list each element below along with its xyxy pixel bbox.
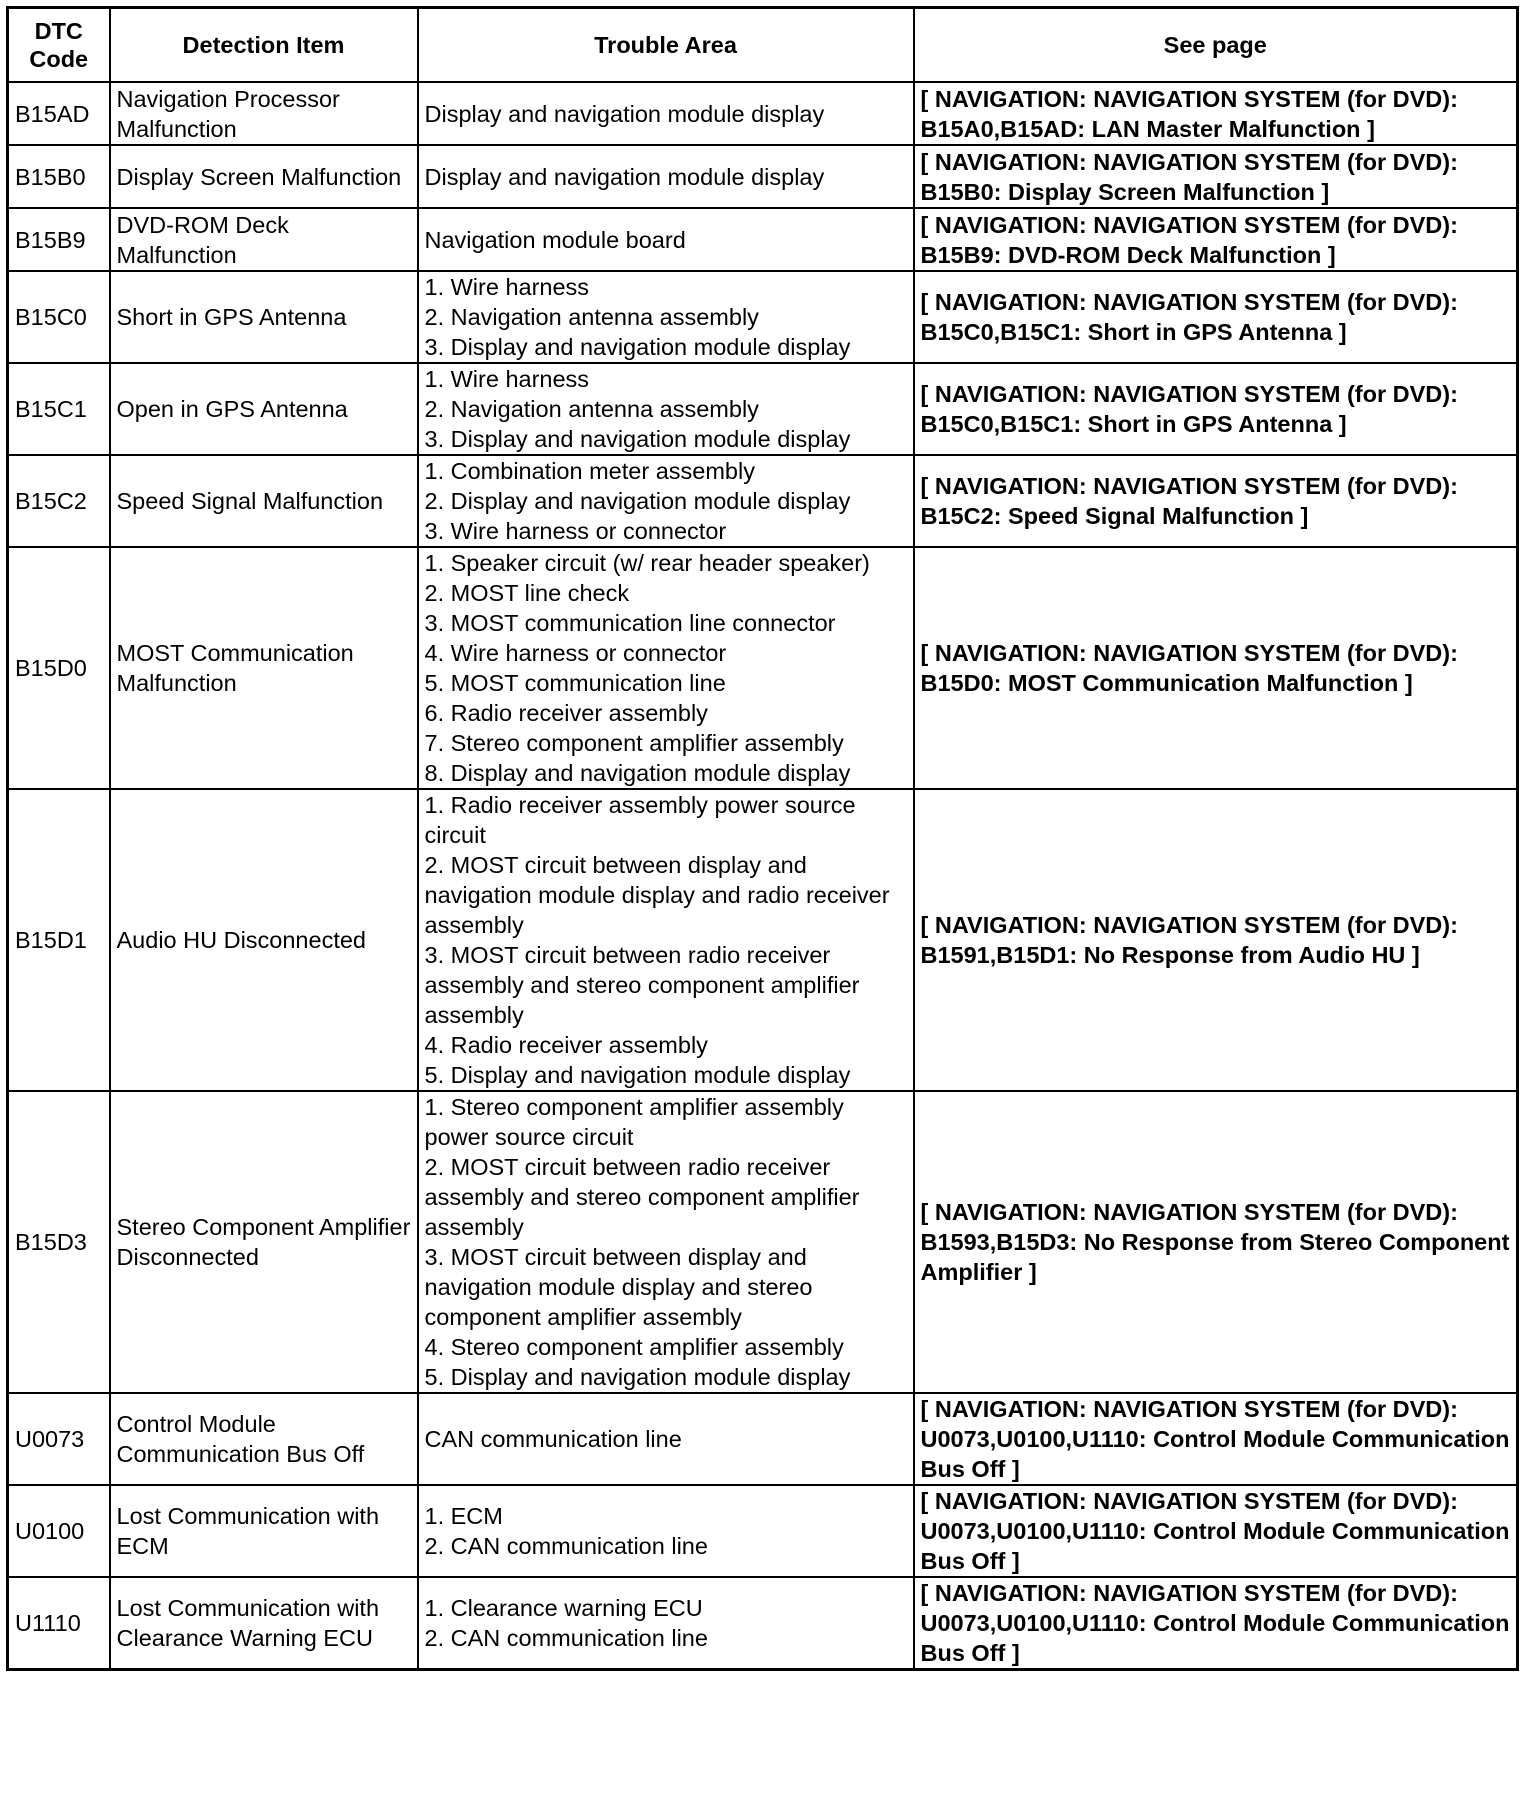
trouble-area-cell (418, 145, 914, 208)
trouble-area-item: 5. Display and navigation module display (424, 1062, 851, 1088)
trouble-area-item: 3. Display and navigation module display (424, 334, 851, 360)
trouble-area-item: CAN communication line (424, 1426, 682, 1452)
table-row (8, 1485, 1518, 1577)
trouble-area-cell (418, 208, 914, 271)
table-row (8, 1393, 1518, 1485)
dtc-code-cell: B15B9 (8, 208, 110, 271)
trouble-area-cell (418, 1577, 914, 1670)
detection-item-cell: Audio HU Disconnected (110, 789, 418, 1091)
dtc-code-cell: B15AD (8, 82, 110, 145)
see-page-link[interactable]: [ NAVIGATION: NAVIGATION SYSTEM (for DVD): U0073,U0100,U1110: Control Module Communication Bus Off ] (914, 1577, 1518, 1670)
dtc-code-cell: U0100 (8, 1485, 110, 1577)
trouble-area-cell (418, 271, 914, 363)
trouble-area-cell (418, 455, 914, 547)
table-body (8, 82, 1518, 1670)
table-row (8, 789, 1518, 1091)
dtc-code-cell: U1110 (8, 1577, 110, 1670)
see-page-link[interactable]: [ NAVIGATION: NAVIGATION SYSTEM (for DVD): B15B0: Display Screen Malfunction ] (914, 145, 1518, 208)
trouble-area-cell (418, 82, 914, 145)
header-detection-item: Detection Item (110, 8, 418, 83)
dtc-code-cell: B15C2 (8, 455, 110, 547)
trouble-area-item: 1. Speaker circuit (w/ rear header speaker) (424, 550, 870, 576)
see-page-link[interactable]: [ NAVIGATION: NAVIGATION SYSTEM (for DVD): B15D0: MOST Communication Malfunction ] (914, 547, 1518, 789)
header-trouble-area: Trouble Area (418, 8, 914, 83)
dtc-code-cell: B15C0 (8, 271, 110, 363)
trouble-area-item: 4. Wire harness or connector (424, 640, 727, 666)
table-row (8, 455, 1518, 547)
trouble-area-item: 8. Display and navigation module display (424, 760, 851, 786)
dtc-code-cell: B15D1 (8, 789, 110, 1091)
trouble-area-cell (418, 789, 914, 1091)
table-row (8, 1577, 1518, 1670)
trouble-area-item: 1. Combination meter assembly (424, 458, 755, 484)
header-row (8, 8, 1518, 83)
see-page-link[interactable]: [ NAVIGATION: NAVIGATION SYSTEM (for DVD): B15C0,B15C1: Short in GPS Antenna ] (914, 271, 1518, 363)
table-row (8, 271, 1518, 363)
trouble-area-item: 2. MOST line check (424, 580, 630, 606)
see-page-link[interactable]: [ NAVIGATION: NAVIGATION SYSTEM (for DVD): B15C2: Speed Signal Malfunction ] (914, 455, 1518, 547)
table-row (8, 363, 1518, 455)
dtc-table-container (6, 6, 1516, 1671)
trouble-area-cell (418, 1485, 914, 1577)
detection-item-cell: Short in GPS Antenna (110, 271, 418, 363)
detection-item-cell: Display Screen Malfunction (110, 145, 418, 208)
trouble-area-item: 2. CAN communication line (424, 1533, 708, 1559)
trouble-area-item: Display and navigation module display (424, 163, 825, 190)
trouble-area-item: 3. MOST circuit between display and navigation module display and stereo component amplifier assembly (424, 1244, 813, 1330)
trouble-area-item: 1. ECM (424, 1503, 503, 1529)
trouble-area-item: 5. MOST communication line (424, 670, 726, 696)
detection-item-cell: Control Module Communication Bus Off (110, 1393, 418, 1485)
table-row (8, 82, 1518, 145)
trouble-area-item: 1. Wire harness (424, 274, 590, 300)
see-page-link[interactable]: [ NAVIGATION: NAVIGATION SYSTEM (for DVD): U0073,U0100,U1110: Control Module Communication Bus Off ] (914, 1393, 1518, 1485)
trouble-area-cell (418, 363, 914, 455)
see-page-link[interactable]: [ NAVIGATION: NAVIGATION SYSTEM (for DVD): B1593,B15D3: No Response from Stereo Component Amplifier ] (914, 1091, 1518, 1393)
trouble-area-item: 1. Wire harness (424, 366, 590, 392)
see-page-link[interactable]: [ NAVIGATION: NAVIGATION SYSTEM (for DVD): U0073,U0100,U1110: Control Module Communication Bus Off ] (914, 1485, 1518, 1577)
detection-item-cell: Speed Signal Malfunction (110, 455, 418, 547)
trouble-area-item: 2. CAN communication line (424, 1625, 708, 1651)
trouble-area-item: 2. Navigation antenna assembly (424, 304, 759, 330)
dtc-code-cell: B15D0 (8, 547, 110, 789)
header-dtc-code: DTC Code (8, 8, 110, 83)
trouble-area-item: 3. Display and navigation module display (424, 426, 851, 452)
trouble-area-item: Navigation module board (424, 226, 686, 253)
dtc-code-cell: B15D3 (8, 1091, 110, 1393)
dtc-code-cell: U0073 (8, 1393, 110, 1485)
trouble-area-item: 6. Radio receiver assembly (424, 700, 708, 726)
dtc-code-cell: B15B0 (8, 145, 110, 208)
trouble-area-item: 2. MOST circuit between display and navigation module display and radio receiver assembly (424, 852, 890, 938)
trouble-area-item: 3. Wire harness or connector (424, 518, 727, 544)
trouble-area-item: 3. MOST circuit between radio receiver assembly and stereo component amplifier assembly (424, 942, 860, 1028)
dtc-table (6, 6, 1519, 1671)
trouble-area-item: 1. Radio receiver assembly power source circuit (424, 792, 856, 848)
trouble-area-item: 7. Stereo component amplifier assembly (424, 730, 844, 756)
detection-item-cell: Open in GPS Antenna (110, 363, 418, 455)
trouble-area-item: Display and navigation module display (424, 100, 825, 127)
trouble-area-item: 2. Display and navigation module display (424, 488, 851, 514)
trouble-area-item: 1. Clearance warning ECU (424, 1595, 703, 1621)
see-page-link[interactable]: [ NAVIGATION: NAVIGATION SYSTEM (for DVD): B1591,B15D1: No Response from Audio HU ] (914, 789, 1518, 1091)
table-row (8, 145, 1518, 208)
detection-item-cell: Navigation Processor Malfunction (110, 82, 418, 145)
trouble-area-cell (418, 1091, 914, 1393)
trouble-area-cell (418, 547, 914, 789)
dtc-code-cell: B15C1 (8, 363, 110, 455)
trouble-area-cell (418, 1393, 914, 1485)
trouble-area-item: 2. Navigation antenna assembly (424, 396, 759, 422)
trouble-area-item: 3. MOST communication line connector (424, 610, 836, 636)
see-page-link[interactable]: [ NAVIGATION: NAVIGATION SYSTEM (for DVD): B15A0,B15AD: LAN Master Malfunction ] (914, 82, 1518, 145)
table-row (8, 208, 1518, 271)
see-page-link[interactable]: [ NAVIGATION: NAVIGATION SYSTEM (for DVD): B15B9: DVD-ROM Deck Malfunction ] (914, 208, 1518, 271)
detection-item-cell: Stereo Component Amplifier Disconnected (110, 1091, 418, 1393)
trouble-area-item: 5. Display and navigation module display (424, 1364, 851, 1390)
detection-item-cell: Lost Communication with Clearance Warning ECU (110, 1577, 418, 1670)
header-see-page: See page (914, 8, 1518, 83)
trouble-area-item: 4. Radio receiver assembly (424, 1032, 708, 1058)
detection-item-cell: DVD-ROM Deck Malfunction (110, 208, 418, 271)
detection-item-cell: Lost Communication with ECM (110, 1485, 418, 1577)
see-page-link[interactable]: [ NAVIGATION: NAVIGATION SYSTEM (for DVD): B15C0,B15C1: Short in GPS Antenna ] (914, 363, 1518, 455)
trouble-area-item: 2. MOST circuit between radio receiver assembly and stereo component amplifier assembly (424, 1154, 860, 1240)
table-row (8, 547, 1518, 789)
detection-item-cell: MOST Communication Malfunction (110, 547, 418, 789)
trouble-area-item: 1. Stereo component amplifier assembly power source circuit (424, 1094, 844, 1150)
table-row (8, 1091, 1518, 1393)
trouble-area-item: 4. Stereo component amplifier assembly (424, 1334, 844, 1360)
